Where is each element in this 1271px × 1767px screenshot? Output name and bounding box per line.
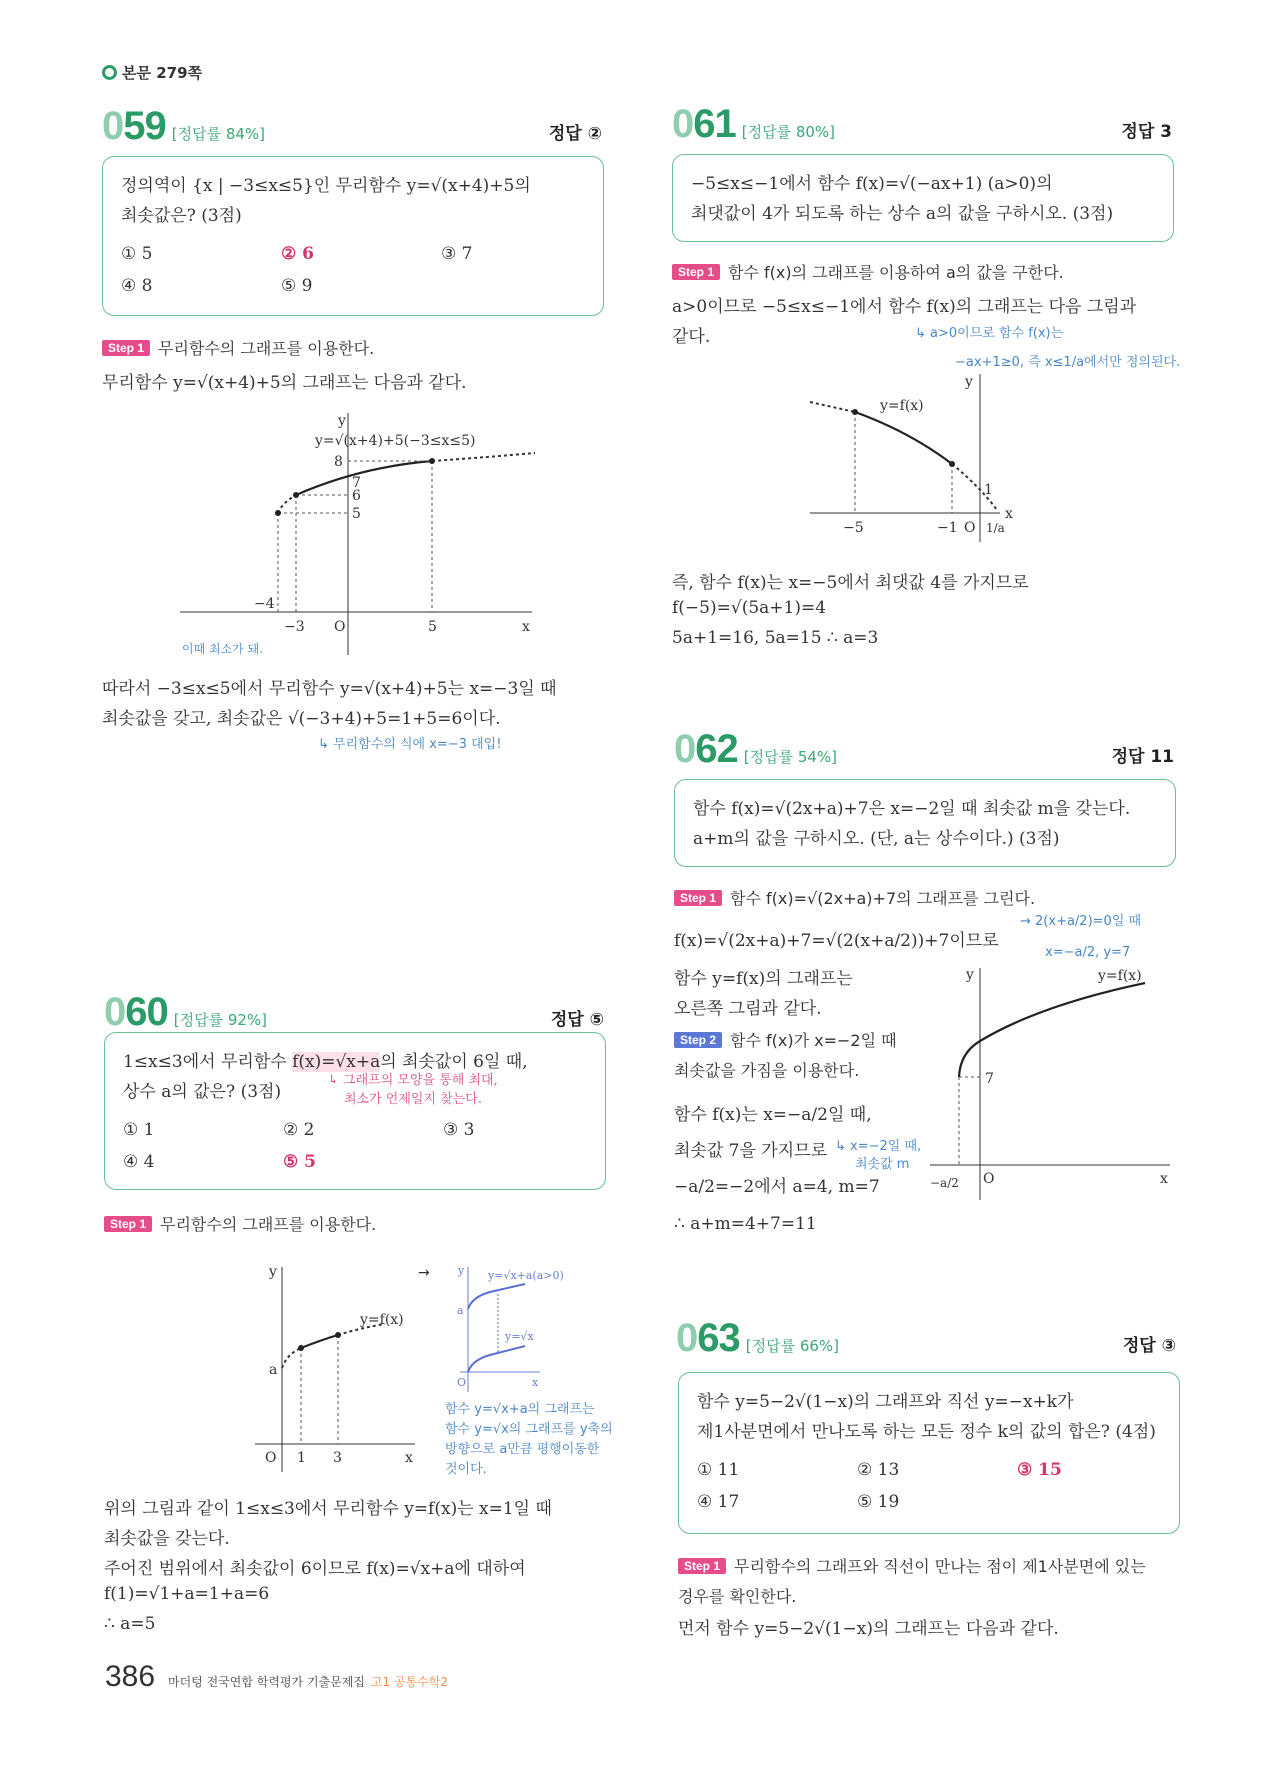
text: 함수 y=5−2√(1−x)의 그래프와 직선 y=−x+k가: [697, 1392, 1074, 1412]
text: a: [457, 1304, 464, 1317]
text: y: [965, 374, 973, 390]
choice[interactable]: ③ 7: [441, 244, 473, 264]
solution-line: 즉, 함수 f(x)는 x=−5에서 최댓값 4를 가지므로: [672, 573, 1029, 593]
tick-label: 3: [333, 1450, 342, 1466]
text: Step 1: [678, 1558, 726, 1574]
solution-line: f(1)=√1+a=1+a=6: [104, 1584, 270, 1604]
inset-note: [445, 1400, 613, 1480]
step-1: [102, 336, 374, 359]
circle-icon: [102, 65, 117, 80]
text: 고1 공통수학2: [370, 1675, 448, 1689]
text: 0: [102, 104, 124, 148]
text: 방향으로 a만큼 평행이동한: [445, 1442, 600, 1457]
text: 함수 f(x)=√(2x+a)+7의 그래프를 그린다.: [730, 889, 1036, 908]
text: 함수 y=√x의 그래프를 y축의: [445, 1422, 613, 1437]
graph-note: 이때 최소가 돼.: [182, 642, 263, 655]
inset-graph: [450, 1262, 610, 1392]
text: 상수 a의 값은? (3점): [123, 1082, 282, 1102]
problem-060-header: [104, 990, 604, 1035]
text: 1≤x≤3에서 무리함수: [123, 1052, 293, 1072]
tick-label: 1/a: [986, 521, 1005, 535]
curve-solid: [296, 461, 432, 495]
problem-063-box: [678, 1372, 1180, 1534]
text: 제1사분면에서 만나도록 하는 모든 정수 k의 값의 합은? (4점): [697, 1422, 1156, 1442]
solution-line: 위의 그림과 같이 1≤x≤3에서 무리함수 y=f(x)는 x=1일 때: [104, 1499, 552, 1519]
text: Step 2: [674, 1032, 722, 1048]
tick-label: 5: [352, 506, 361, 522]
tick-label: 1: [984, 482, 993, 498]
solution-line: a>0이므로 −5≤x≤−1에서 함수 f(x)의 그래프는 다음 그림과: [672, 297, 1137, 317]
text: a+m의 값을 구하시오. (단, a는 상수이다.) (3점): [693, 829, 1060, 849]
text: 함수 f(x)가 x=−2일 때: [730, 1031, 897, 1050]
graph-060: [255, 1262, 430, 1472]
text: 그래프의 모양을 통해 최대,: [343, 1073, 498, 1088]
text: Step 1: [674, 890, 722, 906]
annotation: x=−a/2, y=7: [1045, 945, 1131, 960]
text: 함수 y=√x+a의 그래프는: [445, 1402, 595, 1417]
point: [275, 510, 281, 516]
text: 무리함수의 식에 x=−3 대입!: [333, 737, 502, 752]
source-reference: [102, 62, 202, 83]
step-1: [104, 1212, 376, 1235]
text: O: [964, 520, 976, 536]
problem-number: [674, 727, 738, 772]
text: 최솟값은? (3점): [121, 206, 242, 226]
correct-rate: [정답률 54%]: [743, 748, 838, 766]
text: 함수 f(x)의 그래프를 이용하여 a의 값을 구한다.: [728, 263, 1064, 282]
solution-line: 함수 f(x)는 x=−a/2일 때,: [674, 1105, 872, 1125]
curve-dotted: [432, 453, 535, 461]
text: 함수 f(x)=√(2x+a)+7은 x=−2일 때 최솟값 m을 갖는다.: [693, 799, 1131, 819]
text: Step 1: [672, 264, 720, 280]
step-1: [672, 260, 1064, 283]
text: x: [1160, 1171, 1168, 1187]
problem-062-box: [674, 779, 1176, 867]
shifted-curve: [468, 1284, 525, 1309]
tick-label: −a/2: [930, 1176, 959, 1190]
text: 최솟값 m: [855, 1157, 910, 1172]
solution-line: 5a+1=16, 5a=15 ∴ a=3: [672, 628, 879, 648]
step-1: [678, 1554, 1146, 1577]
x-axis-label: x: [522, 619, 530, 635]
solution-line: ∴ a=5: [104, 1614, 156, 1634]
text: x: [1005, 506, 1013, 522]
origin-label: O: [334, 619, 346, 635]
answer-label: 정답 ③: [1122, 1336, 1176, 1356]
choices: [121, 239, 585, 301]
highlight: f(x)=√x+a: [292, 1052, 381, 1072]
choice[interactable]: ④ 4: [123, 1152, 155, 1172]
choice[interactable]: ③ 3: [443, 1120, 475, 1140]
text: x: [532, 1376, 539, 1389]
problem-059-header: [102, 104, 602, 149]
tick-label: −3: [284, 619, 305, 635]
text: 마더텅 전국연합 학력평가 기출문제집: [168, 1675, 365, 1689]
text: x=−2일 때,: [850, 1139, 922, 1154]
choice[interactable]: ⑤ 19: [857, 1492, 900, 1512]
solution-line: 오른쪽 그림과 같다.: [674, 999, 822, 1019]
text: 것이다.: [445, 1462, 487, 1477]
arrow-icon: →: [418, 1265, 430, 1281]
text: 0: [674, 727, 696, 771]
hint-annotation: ↳ 그래프의 모양을 통해 최대, 최소가 언제일지 찾는다.: [328, 1073, 498, 1107]
text: 60: [125, 990, 168, 1034]
tick-label: 6: [352, 488, 361, 504]
tick-label: −1: [937, 520, 958, 536]
problem-063-header: [676, 1316, 1176, 1361]
problem-061-box: [672, 154, 1174, 242]
point: [298, 1345, 304, 1351]
y-axis-label: y: [338, 413, 346, 429]
solution-line: −a/2=−2에서 a=4, m=7: [674, 1177, 880, 1197]
problem-060-box: [104, 1032, 606, 1190]
choice-selected[interactable]: ③ 15: [1017, 1460, 1062, 1480]
annotation: ↳ a>0이므로 함수 f(x)는: [915, 326, 1064, 341]
curve: [959, 983, 1145, 1077]
problem-number: [104, 990, 168, 1035]
text: y=√x+a(a>0): [488, 1269, 564, 1282]
text: 무리함수의 그래프를 이용한다.: [160, 1215, 377, 1234]
choice[interactable]: ① 1: [123, 1120, 155, 1140]
choice[interactable]: ② 13: [857, 1460, 900, 1480]
text: y=√x: [505, 1330, 534, 1343]
choice-selected[interactable]: ⑤ 5: [283, 1152, 316, 1172]
text: 최댓값이 4가 되도록 하는 상수 a의 값을 구하시오. (3점): [691, 204, 1114, 224]
step-1: [674, 886, 1035, 909]
text: 의 최솟값이 6일 때,: [380, 1052, 528, 1072]
tick-label: 1: [297, 1450, 306, 1466]
solution-line: ∴ a+m=4+7=11: [674, 1214, 817, 1234]
problem-number: [102, 104, 166, 149]
correct-rate: [정답률 80%]: [741, 123, 836, 141]
text: a>0이므로 함수 f(x)는: [930, 326, 1064, 341]
point: [429, 458, 435, 464]
tick-label: a: [269, 1362, 278, 1378]
text: 0: [676, 1316, 698, 1360]
tick-label: 5: [428, 619, 437, 635]
choices: [697, 1455, 1161, 1517]
solution-line: f(−5)=√(5a+1)=4: [672, 598, 827, 618]
solution-line: 함수 y=f(x)의 그래프는: [674, 969, 853, 989]
correct-rate: [정답률 66%]: [745, 1337, 840, 1355]
page-number: 386: [105, 1660, 156, 1693]
text: 59: [123, 104, 166, 148]
choice[interactable]: ④ 17: [697, 1492, 740, 1512]
annotation: ↳ 무리함수의 식에 x=−3 대입!: [318, 737, 502, 752]
solution-line: 먼저 함수 y=5−2√(1−x)의 그래프는 다음과 같다.: [678, 1619, 1059, 1639]
text: y: [966, 967, 974, 983]
point: [949, 461, 955, 467]
curve-label: y=f(x): [1098, 968, 1142, 984]
book-title: [168, 1673, 448, 1690]
curve-label: y=f(x): [880, 398, 924, 414]
choice-selected[interactable]: ② 6: [281, 244, 314, 264]
text: −5≤x≤−1에서 함수 f(x)=√(−ax+1) (a>0)의: [691, 174, 1053, 194]
step-1-cont: 경우를 확인한다.: [678, 1587, 797, 1606]
choice[interactable]: ① 11: [697, 1460, 740, 1480]
base-curve: [468, 1346, 525, 1372]
answer-label: 정답 3: [1121, 122, 1172, 142]
tick-label: 7: [352, 475, 361, 491]
answer-label: 정답 ⑤: [550, 1010, 604, 1030]
tick-label: −5: [843, 520, 864, 536]
annotation: ↳ x=−2일 때, 최솟값 m: [835, 1139, 922, 1172]
text: O: [457, 1376, 467, 1389]
curve-label: y=f(x): [360, 1312, 404, 1328]
text: Step 1: [102, 340, 150, 356]
text: y: [269, 1264, 277, 1280]
step-2-cont: 최솟값을 가짐을 이용한다.: [674, 1061, 860, 1080]
graph-061: [810, 372, 1020, 542]
choice[interactable]: ① 5: [121, 244, 153, 264]
text: 정의역이 {x | −3≤x≤5}인 무리함수 y=√(x+4)+5의: [121, 176, 531, 196]
solution-line: 주어진 범위에서 최솟값이 6이므로 f(x)=√x+a에 대하여: [104, 1559, 526, 1579]
text: 무리함수의 그래프를 이용한다.: [158, 339, 375, 358]
solution-line: f(x)=√(2x+a)+7=√(2(x+a/2))+7이므로: [674, 931, 999, 951]
text: 본문 279쪽: [122, 64, 203, 82]
tick-label: 7: [985, 1071, 994, 1087]
text: O: [983, 1171, 995, 1187]
text: O: [265, 1450, 277, 1466]
problem-061-header: [672, 102, 1172, 147]
text: 61: [693, 102, 736, 146]
curve-solid: [855, 412, 952, 464]
problem-062-header: [674, 727, 1174, 772]
problem-number: [672, 102, 736, 147]
solution-line: 같다.: [672, 327, 711, 347]
choice[interactable]: ⑤ 9: [281, 276, 313, 296]
text: 62: [695, 727, 738, 771]
text: 63: [697, 1316, 740, 1360]
choice[interactable]: ④ 8: [121, 276, 153, 296]
text: x: [405, 1450, 413, 1466]
tick-label: −4: [254, 596, 275, 612]
curve-label: y=√(x+4)+5(−3≤x≤5): [315, 433, 476, 449]
solution-line: 최솟값을 갖는다.: [104, 1529, 230, 1549]
text: Step 1: [104, 1216, 152, 1232]
answer-label: 정답 ②: [548, 124, 602, 144]
text: 최소가 언제일지 찾는다.: [344, 1092, 482, 1107]
curve-solid: [301, 1335, 338, 1348]
text: 2(x+a/2)=0일 때: [1035, 914, 1142, 929]
annotation: −ax+1≥0, 즉 x≤1/a에서만 정의된다.: [955, 355, 1181, 370]
point: [293, 492, 299, 498]
graph-062: [930, 965, 1180, 1200]
problem-059-box: [102, 156, 604, 316]
correct-rate: [정답률 92%]: [173, 1011, 268, 1029]
annotation: → 2(x+a/2)=0일 때: [1020, 914, 1142, 929]
correct-rate: [정답률 84%]: [171, 125, 266, 143]
graph-059: [170, 405, 540, 655]
choice[interactable]: ② 2: [283, 1120, 315, 1140]
point: [335, 1332, 341, 1338]
point: [852, 409, 858, 415]
text: y: [458, 1264, 465, 1277]
solution-line: 따라서 −3≤x≤5에서 무리함수 y=√(x+4)+5는 x=−3일 때: [102, 679, 557, 699]
answer-label: 정답 11: [1111, 747, 1174, 767]
text: 0: [104, 990, 126, 1034]
choices: [123, 1115, 587, 1177]
text: 0: [672, 102, 694, 146]
problem-number: [676, 1316, 740, 1361]
step-2: [674, 1028, 897, 1051]
solution-line: 최솟값을 갖고, 최솟값은 √(−3+4)+5=1+5=6이다.: [102, 709, 501, 729]
tick-label: 8: [334, 454, 343, 470]
curve-dotted: [278, 495, 296, 513]
text: 무리함수의 그래프와 직선이 만나는 점이 제1사분면에 있는: [734, 1557, 1146, 1576]
solution-line: 최솟값 7을 가지므로: [674, 1141, 827, 1161]
solution-line: 무리함수 y=√(x+4)+5의 그래프는 다음과 같다.: [102, 373, 467, 393]
